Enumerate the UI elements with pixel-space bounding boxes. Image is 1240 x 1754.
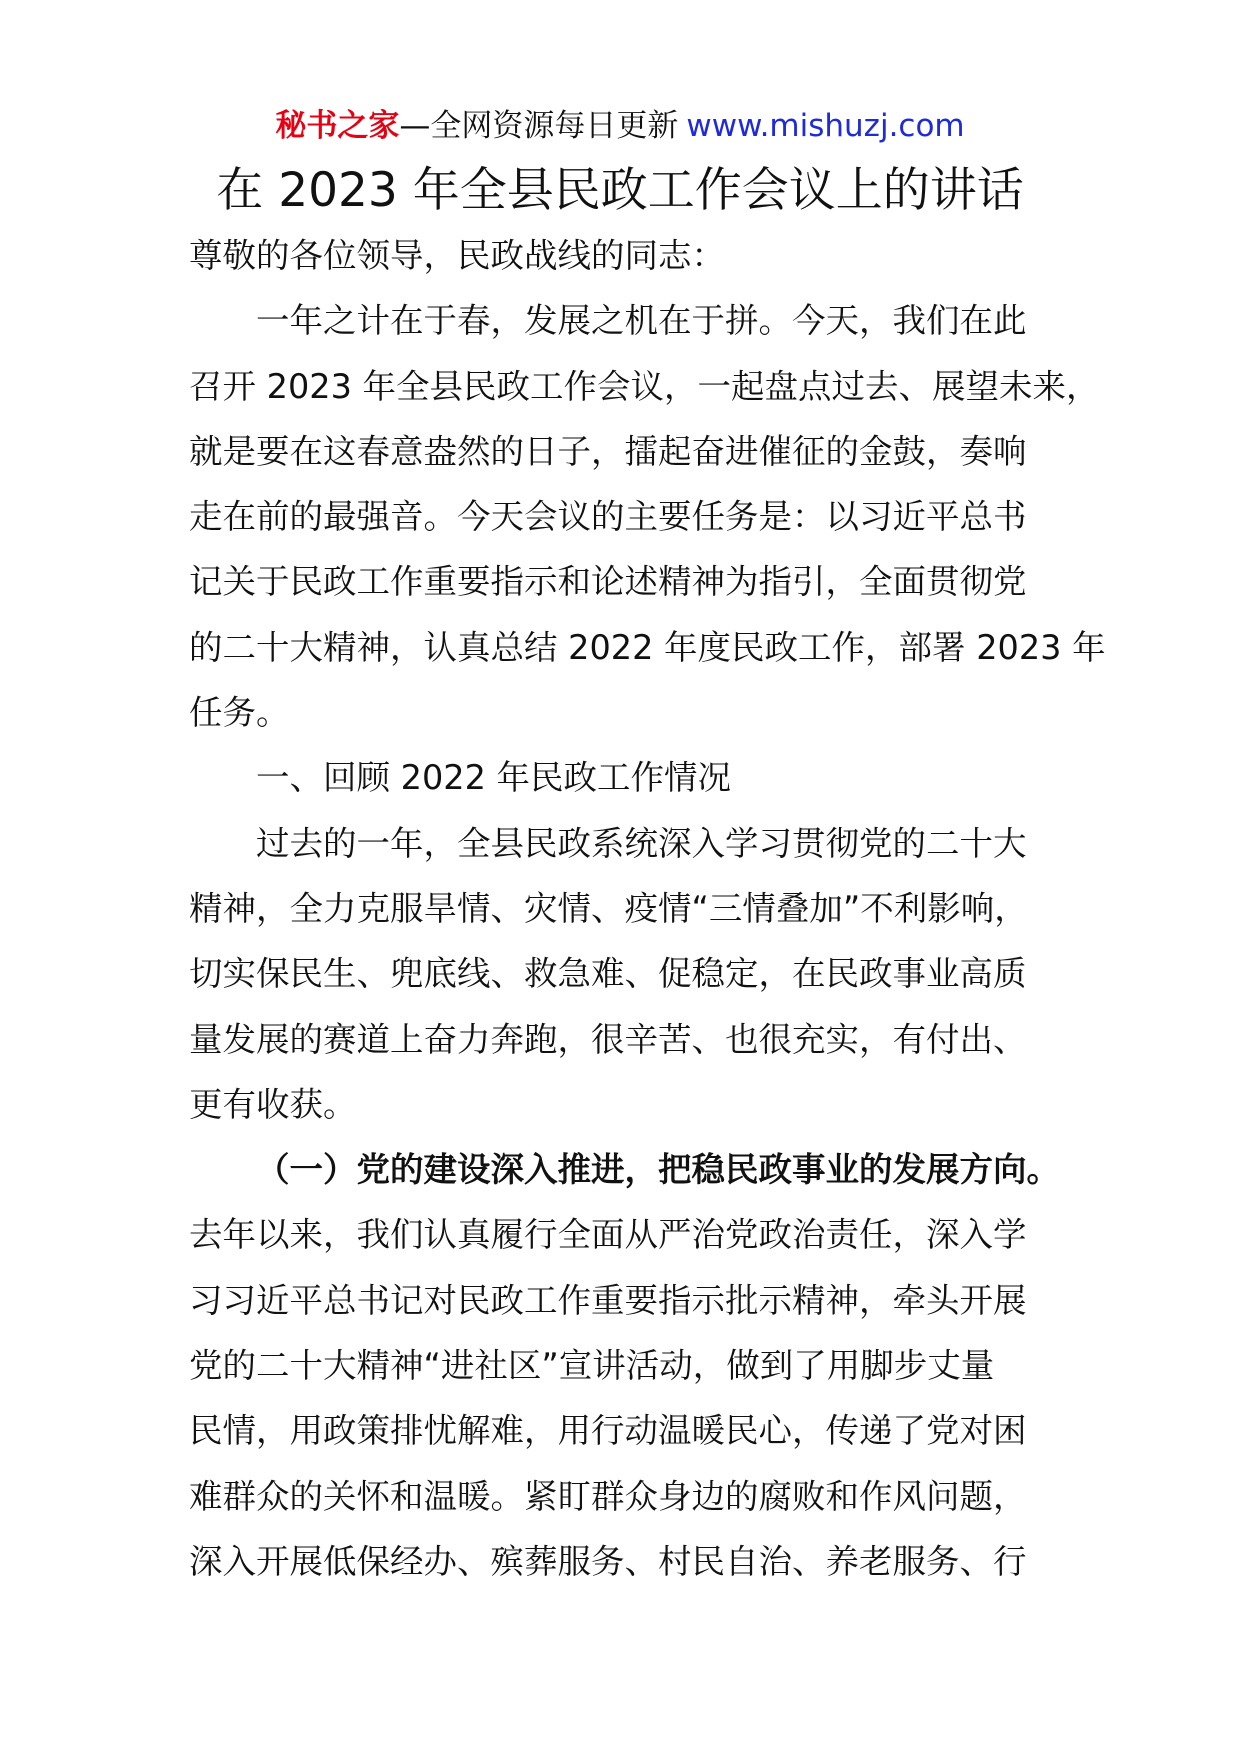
paragraph-line: 深入开展低保经办、殡葬服务、村民自治、养老服务、行 [189,1541,1027,1581]
site-brand: 秘书之家 [275,108,400,144]
subsection-heading: （一）党的建设深入推进，把稳民政事业的发展方向。 [256,1150,1060,1190]
section-heading: 一、回顾 2022 年民政工作情况 [256,758,732,798]
site-url: www.mishuzj.com [686,108,965,144]
salutation: 尊敬的各位领导，民政战线的同志： [189,236,725,275]
paragraph-line: 过去的一年，全县民政系统深入学习贯彻党的二十大 [256,823,1027,863]
paragraph-line: 量发展的赛道上奋力奔跑，很辛苦、也很充实，有付出、 [189,1019,1027,1059]
review-paragraph [189,811,1089,1137]
paragraph-line: 的二十大精神，认真总结 2022 年度民政工作，部署 2023 年 [189,627,1106,667]
paragraph-line: 就是要在这春意盎然的日子，擂起奋进催征的金鼓，奏响 [189,431,1027,471]
paragraph-line: 切实保民生、兜底线、救急难、促稳定，在民政事业高质 [189,954,1027,994]
paragraph-line: 召开 2023 年全县民政工作会议，一起盘点过去、展望未来， [189,366,1100,406]
paragraph-line: 去年以来，我们认真履行全面从严治党政治责任，深入学 [189,1215,1027,1255]
document-title: 在 2023 年全县民政工作会议上的讲话 [216,163,1024,218]
paragraph-line: 一年之计在于春，发展之机在于拼。今天，我们在此 [256,301,1027,341]
paragraph-line: 精神，全力克服旱情、灾情、疫情“三情叠加”不利影响， [189,888,1028,928]
paragraph-line: 记关于民政工作重要指示和论述精神为指引，全面贯彻党 [189,562,1027,602]
paragraph-line: 更有收获。 [189,1084,357,1124]
site-banner [0,106,1240,146]
opening-paragraph [189,288,1106,745]
paragraph-line: 任务。 [189,693,290,733]
paragraph-line: 党的二十大精神“进社区”宣讲活动，做到了用脚步丈量 [189,1346,995,1386]
subsection-paragraph [189,1137,1089,1594]
paragraph-line: 习习近平总书记对民政工作重要指示批示精神，牵头开展 [189,1280,1027,1320]
site-tagline: —全网资源每日更新 [399,108,679,144]
paragraph-line: 难群众的关怀和温暖。紧盯群众身边的腐败和作风问题， [189,1476,1027,1516]
paragraph-line: 民情，用政策排忧解难，用行动温暖民心，传递了党对困 [189,1411,1027,1451]
paragraph-line: 走在前的最强音。今天会议的主要任务是：以习近平总书 [189,497,1027,537]
speech-body [189,223,1106,1594]
